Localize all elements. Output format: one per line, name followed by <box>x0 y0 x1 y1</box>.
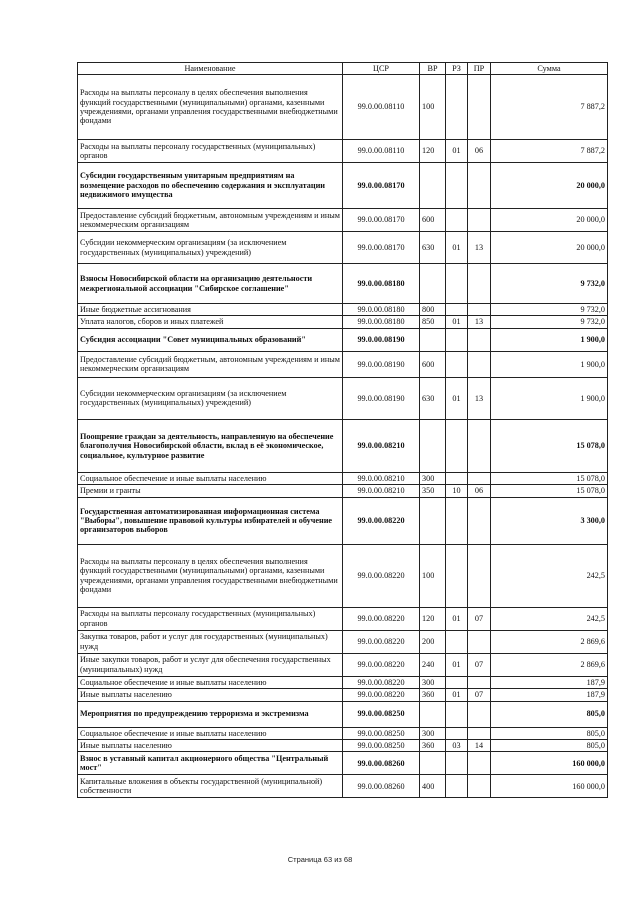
cell-name: Иные закупки товаров, работ и услуг для обеспечения государственных (муниципальных) нужд <box>78 653 343 676</box>
cell-pr <box>468 497 491 544</box>
cell-pr: 14 <box>468 739 491 751</box>
cell-csr: 99.0.00.08260 <box>343 752 420 775</box>
cell-rz <box>446 676 468 688</box>
cell-name: Предоставление субсидий бюджетным, автономным учреждениям и иным некоммерческим организациям <box>78 209 343 232</box>
table-header-row <box>78 63 608 75</box>
cell-rz <box>446 264 468 304</box>
cell-csr: 99.0.00.08220 <box>343 497 420 544</box>
cell-vr: 630 <box>420 377 446 419</box>
table-row <box>78 485 608 497</box>
header-csr: ЦСР <box>343 63 420 75</box>
cell-rz: 01 <box>446 689 468 701</box>
cell-pr: 06 <box>468 485 491 497</box>
cell-name: Субсидии государственным унитарным предприятиям на возмещение расходов по обеспечению содержания и эксплуатации недвижимого имущества <box>78 163 343 209</box>
cell-sum: 242,5 <box>491 607 608 630</box>
cell-name: Взнос в уставный капитал акционерного общества "Центральный мост" <box>78 752 343 775</box>
cell-sum: 1 900,0 <box>491 328 608 351</box>
table-row <box>78 689 608 701</box>
cell-name: Иные выплаты населению <box>78 689 343 701</box>
cell-pr <box>468 75 491 140</box>
cell-csr: 99.0.00.08180 <box>343 316 420 328</box>
cell-sum: 160 000,0 <box>491 752 608 775</box>
table-row <box>78 140 608 163</box>
cell-rz: 01 <box>446 653 468 676</box>
cell-rz: 10 <box>446 485 468 497</box>
cell-rz <box>446 775 468 798</box>
header-sum: Сумма <box>491 63 608 75</box>
cell-name: Социальное обеспечение и иные выплаты населению <box>78 727 343 739</box>
cell-name: Социальное обеспечение и иные выплаты населению <box>78 472 343 484</box>
cell-sum: 20 000,0 <box>491 232 608 264</box>
cell-sum: 7 887,2 <box>491 140 608 163</box>
cell-csr: 99.0.00.08210 <box>343 419 420 472</box>
table-row <box>78 304 608 316</box>
cell-name: Уплата налогов, сборов и иных платежей <box>78 316 343 328</box>
table-row <box>78 727 608 739</box>
cell-sum: 20 000,0 <box>491 209 608 232</box>
table-row <box>78 752 608 775</box>
cell-rz <box>446 727 468 739</box>
cell-sum: 2 869,6 <box>491 653 608 676</box>
cell-sum: 15 078,0 <box>491 485 608 497</box>
cell-name: Иные выплаты населению <box>78 739 343 751</box>
cell-pr <box>468 351 491 377</box>
cell-sum: 15 078,0 <box>491 419 608 472</box>
table-row <box>78 630 608 653</box>
cell-rz <box>446 630 468 653</box>
cell-name: Предоставление субсидий бюджетным, автономным учреждениям и иным некоммерческим организациям <box>78 351 343 377</box>
cell-rz <box>446 304 468 316</box>
cell-vr: 300 <box>420 676 446 688</box>
header-pr: ПР <box>468 63 491 75</box>
table-row <box>78 351 608 377</box>
cell-rz <box>446 419 468 472</box>
cell-vr <box>420 419 446 472</box>
cell-rz: 01 <box>446 377 468 419</box>
table-row <box>78 328 608 351</box>
cell-name: Премии и гранты <box>78 485 343 497</box>
cell-csr: 99.0.00.08110 <box>343 75 420 140</box>
cell-sum: 9 732,0 <box>491 264 608 304</box>
cell-csr: 99.0.00.08250 <box>343 701 420 727</box>
cell-name: Расходы на выплаты персоналу государственных (муниципальных) органов <box>78 140 343 163</box>
cell-pr <box>468 419 491 472</box>
cell-sum: 1 900,0 <box>491 377 608 419</box>
cell-pr: 07 <box>468 607 491 630</box>
cell-name: Расходы на выплаты персоналу государственных (муниципальных) органов <box>78 607 343 630</box>
table-row <box>78 264 608 304</box>
cell-name: Капитальные вложения в объекты государственной (муниципальной) собственности <box>78 775 343 798</box>
table-row <box>78 75 608 140</box>
table-row <box>78 419 608 472</box>
table-row <box>78 739 608 751</box>
cell-rz <box>446 75 468 140</box>
cell-pr <box>468 727 491 739</box>
cell-vr: 300 <box>420 727 446 739</box>
cell-sum: 805,0 <box>491 727 608 739</box>
cell-csr: 99.0.00.08260 <box>343 775 420 798</box>
table-row <box>78 653 608 676</box>
cell-pr <box>468 544 491 607</box>
cell-sum: 160 000,0 <box>491 775 608 798</box>
cell-rz: 01 <box>446 607 468 630</box>
cell-csr: 99.0.00.08220 <box>343 544 420 607</box>
header-rz: РЗ <box>446 63 468 75</box>
cell-vr <box>420 264 446 304</box>
cell-csr: 99.0.00.08210 <box>343 485 420 497</box>
cell-vr: 200 <box>420 630 446 653</box>
cell-vr: 350 <box>420 485 446 497</box>
table-row <box>78 775 608 798</box>
cell-vr: 100 <box>420 75 446 140</box>
header-name: Наименование <box>78 63 343 75</box>
cell-pr <box>468 676 491 688</box>
cell-sum: 20 000,0 <box>491 163 608 209</box>
cell-sum: 3 300,0 <box>491 497 608 544</box>
cell-rz <box>446 209 468 232</box>
cell-vr: 360 <box>420 739 446 751</box>
cell-pr: 13 <box>468 232 491 264</box>
cell-sum: 187,9 <box>491 689 608 701</box>
table-row <box>78 209 608 232</box>
cell-name: Субсидия ассоциации "Совет муниципальных образований" <box>78 328 343 351</box>
cell-csr: 99.0.00.08250 <box>343 727 420 739</box>
cell-vr: 120 <box>420 140 446 163</box>
cell-sum: 1 900,0 <box>491 351 608 377</box>
cell-pr: 07 <box>468 689 491 701</box>
table-row <box>78 701 608 727</box>
cell-vr: 400 <box>420 775 446 798</box>
cell-pr <box>468 630 491 653</box>
cell-vr: 800 <box>420 304 446 316</box>
cell-name: Иные бюджетные ассигнования <box>78 304 343 316</box>
cell-csr: 99.0.00.08170 <box>343 209 420 232</box>
cell-pr: 07 <box>468 653 491 676</box>
cell-rz <box>446 752 468 775</box>
cell-vr <box>420 163 446 209</box>
table-row <box>78 676 608 688</box>
cell-vr: 600 <box>420 209 446 232</box>
cell-rz: 01 <box>446 316 468 328</box>
cell-csr: 99.0.00.08220 <box>343 630 420 653</box>
table-row <box>78 472 608 484</box>
cell-csr: 99.0.00.08170 <box>343 163 420 209</box>
cell-sum: 2 869,6 <box>491 630 608 653</box>
cell-csr: 99.0.00.08210 <box>343 472 420 484</box>
cell-rz <box>446 701 468 727</box>
table-row <box>78 377 608 419</box>
cell-sum: 187,9 <box>491 676 608 688</box>
cell-sum: 7 887,2 <box>491 75 608 140</box>
cell-name: Государственная автоматизированная информационная система "Выборы", повышение правовой культуры избирателей и обучение организаторов выборов <box>78 497 343 544</box>
cell-csr: 99.0.00.08190 <box>343 328 420 351</box>
table-row <box>78 607 608 630</box>
cell-rz <box>446 163 468 209</box>
table-row <box>78 163 608 209</box>
cell-rz: 01 <box>446 140 468 163</box>
cell-sum: 9 732,0 <box>491 304 608 316</box>
budget-table <box>77 62 608 798</box>
cell-csr: 99.0.00.08220 <box>343 607 420 630</box>
cell-csr: 99.0.00.08170 <box>343 232 420 264</box>
cell-name: Мероприятия по предупреждению терроризма и экстремизма <box>78 701 343 727</box>
cell-name: Расходы на выплаты персоналу в целях обеспечения выполнения функций государственными (муниципальными) органами, казенными учреждениями, органами управления государственными внебюджетными фондами <box>78 544 343 607</box>
table-row <box>78 497 608 544</box>
cell-csr: 99.0.00.08220 <box>343 689 420 701</box>
cell-rz <box>446 472 468 484</box>
cell-pr <box>468 775 491 798</box>
cell-pr <box>468 328 491 351</box>
cell-csr: 99.0.00.08220 <box>343 676 420 688</box>
cell-csr: 99.0.00.08180 <box>343 264 420 304</box>
cell-sum: 242,5 <box>491 544 608 607</box>
cell-vr <box>420 328 446 351</box>
table-row <box>78 316 608 328</box>
cell-vr <box>420 497 446 544</box>
cell-vr: 120 <box>420 607 446 630</box>
cell-pr <box>468 209 491 232</box>
cell-vr: 240 <box>420 653 446 676</box>
table-row <box>78 544 608 607</box>
cell-vr: 360 <box>420 689 446 701</box>
cell-pr <box>468 752 491 775</box>
cell-rz <box>446 544 468 607</box>
cell-rz <box>446 328 468 351</box>
cell-pr <box>468 304 491 316</box>
header-vr: ВР <box>420 63 446 75</box>
cell-pr: 06 <box>468 140 491 163</box>
cell-rz <box>446 497 468 544</box>
cell-vr: 100 <box>420 544 446 607</box>
page-number: Страница 63 из 68 <box>287 855 353 864</box>
cell-csr: 99.0.00.08220 <box>343 653 420 676</box>
cell-name: Закупка товаров, работ и услуг для государственных (муниципальных) нужд <box>78 630 343 653</box>
cell-vr <box>420 752 446 775</box>
cell-sum: 9 732,0 <box>491 316 608 328</box>
cell-pr: 13 <box>468 377 491 419</box>
cell-pr <box>468 163 491 209</box>
cell-pr: 13 <box>468 316 491 328</box>
cell-csr: 99.0.00.08110 <box>343 140 420 163</box>
cell-vr <box>420 701 446 727</box>
table-row <box>78 232 608 264</box>
cell-rz <box>446 351 468 377</box>
cell-csr: 99.0.00.08190 <box>343 377 420 419</box>
cell-rz: 03 <box>446 739 468 751</box>
cell-name: Взносы Новосибирской области на организацию деятельности межрегиональной ассоциации "Сибирское соглашение" <box>78 264 343 304</box>
cell-vr: 300 <box>420 472 446 484</box>
cell-pr <box>468 472 491 484</box>
cell-name: Субсидии некоммерческим организациям (за исключением государственных (муниципальных) учреждений) <box>78 232 343 264</box>
cell-vr: 600 <box>420 351 446 377</box>
cell-vr: 850 <box>420 316 446 328</box>
cell-name: Субсидии некоммерческим организациям (за исключением государственных (муниципальных) учреждений) <box>78 377 343 419</box>
cell-name: Поощрение граждан за деятельность, направленную на обеспечение благополучия Новосибирской области, вклад в её экономическое, социальное, культурное развитие <box>78 419 343 472</box>
cell-csr: 99.0.00.08180 <box>343 304 420 316</box>
cell-pr <box>468 701 491 727</box>
cell-csr: 99.0.00.08190 <box>343 351 420 377</box>
cell-sum: 805,0 <box>491 739 608 751</box>
cell-rz: 01 <box>446 232 468 264</box>
cell-sum: 15 078,0 <box>491 472 608 484</box>
cell-csr: 99.0.00.08250 <box>343 739 420 751</box>
cell-sum: 805,0 <box>491 701 608 727</box>
cell-name: Социальное обеспечение и иные выплаты населению <box>78 676 343 688</box>
cell-name: Расходы на выплаты персоналу в целях обеспечения выполнения функций государственными (муниципальными) органами, казенными учреждениями, органами управления государственными внебюджетными фондами <box>78 75 343 140</box>
cell-vr: 630 <box>420 232 446 264</box>
cell-pr <box>468 264 491 304</box>
